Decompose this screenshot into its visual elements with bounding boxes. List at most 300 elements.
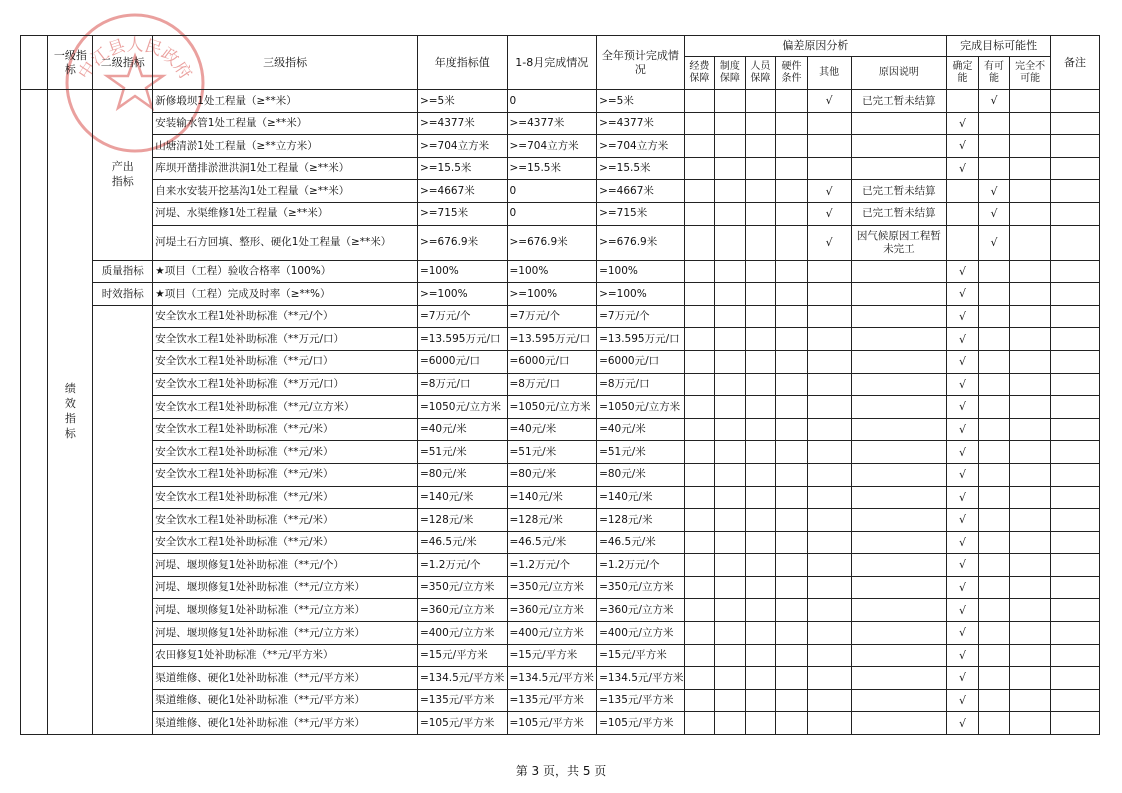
forecast-value: =51元/米 xyxy=(597,441,685,464)
personnel-cell xyxy=(745,712,776,735)
remark-cell xyxy=(1051,305,1100,328)
reason-text xyxy=(851,576,947,599)
impossible-check xyxy=(1010,305,1051,328)
impossible-check xyxy=(1010,576,1051,599)
certain-check: √ xyxy=(947,418,979,441)
jan-aug-value: 0 xyxy=(507,90,597,113)
personnel-cell xyxy=(745,644,776,667)
impossible-check xyxy=(1010,599,1051,622)
indicator-name: 安全饮水工程1处补助标准（**万元/口） xyxy=(153,373,418,396)
system-cell xyxy=(715,396,746,419)
jan-aug-value: =1.2万元/个 xyxy=(507,554,597,577)
forecast-value: >=5米 xyxy=(597,90,685,113)
forecast-value: =13.595万元/口 xyxy=(597,328,685,351)
hardware-cell xyxy=(776,135,808,158)
table-row xyxy=(21,112,1100,135)
table-row xyxy=(21,509,1100,532)
remark-cell xyxy=(1051,509,1100,532)
remark-cell xyxy=(1051,135,1100,158)
jan-aug-value: =46.5元/米 xyxy=(507,531,597,554)
certain-check xyxy=(947,180,979,203)
annual-value: =140元/米 xyxy=(417,486,507,509)
certain-check: √ xyxy=(947,260,979,283)
header-possibility: 完成目标可能性 xyxy=(947,36,1051,57)
system-cell xyxy=(715,531,746,554)
jan-aug-value: =140元/米 xyxy=(507,486,597,509)
forecast-value: =6000元/口 xyxy=(597,350,685,373)
jan-aug-value: >=4377米 xyxy=(507,112,597,135)
system-cell xyxy=(715,554,746,577)
annual-value: >=715米 xyxy=(417,202,507,225)
remark-cell xyxy=(1051,576,1100,599)
possible-check xyxy=(978,112,1010,135)
reason-text xyxy=(851,112,947,135)
funding-cell xyxy=(684,202,715,225)
system-cell xyxy=(715,202,746,225)
reason-text xyxy=(851,396,947,419)
impossible-check xyxy=(1010,350,1051,373)
system-cell xyxy=(715,373,746,396)
personnel-cell xyxy=(745,180,776,203)
hardware-cell xyxy=(776,373,808,396)
impossible-check xyxy=(1010,202,1051,225)
certain-check: √ xyxy=(947,531,979,554)
impossible-check xyxy=(1010,667,1051,690)
reason-text xyxy=(851,689,947,712)
possible-check xyxy=(978,350,1010,373)
annual-value: =7万元/个 xyxy=(417,305,507,328)
funding-cell xyxy=(684,622,715,645)
hardware-cell xyxy=(776,441,808,464)
personnel-cell xyxy=(745,509,776,532)
hardware-cell xyxy=(776,509,808,532)
hardware-cell xyxy=(776,350,808,373)
remark-cell xyxy=(1051,644,1100,667)
forecast-value: =40元/米 xyxy=(597,418,685,441)
reason-text xyxy=(851,260,947,283)
possible-check xyxy=(978,509,1010,532)
impossible-check xyxy=(1010,622,1051,645)
table-row xyxy=(21,135,1100,158)
hardware-cell xyxy=(776,667,808,690)
personnel-cell xyxy=(745,463,776,486)
impossible-check xyxy=(1010,112,1051,135)
annual-value: =135元/平方米 xyxy=(417,689,507,712)
personnel-cell xyxy=(745,373,776,396)
other-check xyxy=(807,576,851,599)
funding-cell xyxy=(684,599,715,622)
reason-text xyxy=(851,305,947,328)
remark-cell xyxy=(1051,689,1100,712)
reason-text xyxy=(851,554,947,577)
header-funding: 经费保障 xyxy=(684,57,715,90)
impossible-check xyxy=(1010,90,1051,113)
possible-check xyxy=(978,441,1010,464)
jan-aug-value: =360元/立方米 xyxy=(507,599,597,622)
impossible-check xyxy=(1010,260,1051,283)
funding-cell xyxy=(684,260,715,283)
possible-check: √ xyxy=(978,180,1010,203)
other-check: √ xyxy=(807,180,851,203)
forecast-value: =1.2万元/个 xyxy=(597,554,685,577)
system-cell xyxy=(715,350,746,373)
possible-check xyxy=(978,644,1010,667)
annual-value: =134.5元/平方米 xyxy=(417,667,507,690)
certain-check xyxy=(947,90,979,113)
table-row xyxy=(21,576,1100,599)
remark-cell xyxy=(1051,667,1100,690)
indicator-name: 渠道维修、硬化1处补助标准（**元/平方米） xyxy=(153,712,418,735)
header-possible: 有可能 xyxy=(978,57,1010,90)
reason-text xyxy=(851,157,947,180)
annual-value: =80元/米 xyxy=(417,463,507,486)
forecast-value: =134.5元/平方米 xyxy=(597,667,685,690)
system-cell xyxy=(715,260,746,283)
forecast-value: =360元/立方米 xyxy=(597,599,685,622)
forecast-value: =128元/米 xyxy=(597,509,685,532)
hardware-cell xyxy=(776,576,808,599)
possible-check xyxy=(978,689,1010,712)
indicator-name: 河堤、水渠维修1处工程量（≥**米） xyxy=(153,202,418,225)
other-check xyxy=(807,328,851,351)
annual-value: =13.595万元/口 xyxy=(417,328,507,351)
system-cell xyxy=(715,599,746,622)
table-row xyxy=(21,90,1100,113)
possible-check xyxy=(978,622,1010,645)
impossible-check xyxy=(1010,463,1051,486)
annual-value: =40元/米 xyxy=(417,418,507,441)
other-check xyxy=(807,396,851,419)
table-row xyxy=(21,180,1100,203)
annual-value: =128元/米 xyxy=(417,509,507,532)
remark-cell xyxy=(1051,260,1100,283)
funding-cell xyxy=(684,441,715,464)
reason-text: 已完工暂未结算 xyxy=(851,202,947,225)
funding-cell xyxy=(684,531,715,554)
other-check xyxy=(807,486,851,509)
page-footer: 第 3 页，共 5 页 xyxy=(515,764,607,778)
table-row xyxy=(21,486,1100,509)
forecast-value: =8万元/口 xyxy=(597,373,685,396)
personnel-cell xyxy=(745,350,776,373)
remark-cell xyxy=(1051,599,1100,622)
jan-aug-value: =350元/立方米 xyxy=(507,576,597,599)
system-cell xyxy=(715,305,746,328)
header-jan-aug: 1-8月完成情况 xyxy=(507,36,597,90)
jan-aug-value: >=704立方米 xyxy=(507,135,597,158)
personnel-cell xyxy=(745,622,776,645)
level2-timeliness-label: 时效指标 xyxy=(93,283,153,306)
funding-cell xyxy=(684,350,715,373)
indicator-name: 安全饮水工程1处补助标准（**元/米） xyxy=(153,486,418,509)
indicator-name: 河堤土石方回填、整形、硬化1处工程量（≥**米） xyxy=(153,225,418,260)
funding-cell xyxy=(684,667,715,690)
forecast-value: =100% xyxy=(597,260,685,283)
header-system: 制度保障 xyxy=(715,57,746,90)
indicator-name: 河堤、堰坝修复1处补助标准（**元/立方米） xyxy=(153,599,418,622)
funding-cell xyxy=(684,157,715,180)
table-row xyxy=(21,373,1100,396)
reason-text xyxy=(851,418,947,441)
system-cell xyxy=(715,90,746,113)
impossible-check xyxy=(1010,225,1051,260)
personnel-cell xyxy=(745,90,776,113)
remark-cell xyxy=(1051,396,1100,419)
annual-value: >=100% xyxy=(417,283,507,306)
impossible-check xyxy=(1010,509,1051,532)
other-check xyxy=(807,418,851,441)
impossible-check xyxy=(1010,328,1051,351)
forecast-value: >=15.5米 xyxy=(597,157,685,180)
other-check xyxy=(807,373,851,396)
remark-cell xyxy=(1051,463,1100,486)
impossible-check xyxy=(1010,418,1051,441)
impossible-check xyxy=(1010,712,1051,735)
remark-cell xyxy=(1051,441,1100,464)
remark-cell xyxy=(1051,225,1100,260)
reason-text xyxy=(851,712,947,735)
possible-check xyxy=(978,554,1010,577)
header-personnel: 人员保障 xyxy=(745,57,776,90)
remark-cell xyxy=(1051,554,1100,577)
hardware-cell xyxy=(776,202,808,225)
indicator-name: 安全饮水工程1处补助标准（**万元/口） xyxy=(153,328,418,351)
forecast-value: =400元/立方米 xyxy=(597,622,685,645)
reason-text: 因气候原因工程暂未完工 xyxy=(851,225,947,260)
personnel-cell xyxy=(745,260,776,283)
indicator-name: ★项目（工程）完成及时率（≥**%） xyxy=(153,283,418,306)
system-cell xyxy=(715,180,746,203)
jan-aug-value: =100% xyxy=(507,260,597,283)
header-hardware: 硬件条件 xyxy=(776,57,808,90)
certain-check: √ xyxy=(947,689,979,712)
other-check xyxy=(807,712,851,735)
possible-check xyxy=(978,373,1010,396)
forecast-value: >=4667米 xyxy=(597,180,685,203)
funding-cell xyxy=(684,135,715,158)
annual-value: >=4377米 xyxy=(417,112,507,135)
system-cell xyxy=(715,418,746,441)
annual-value: >=704立方米 xyxy=(417,135,507,158)
personnel-cell xyxy=(745,576,776,599)
funding-cell xyxy=(684,418,715,441)
forecast-value: >=676.9米 xyxy=(597,225,685,260)
level1-performance-cell xyxy=(48,90,93,735)
funding-cell xyxy=(684,644,715,667)
reason-text xyxy=(851,509,947,532)
level2-blank-cell xyxy=(93,305,153,734)
other-check xyxy=(807,644,851,667)
certain-check: √ xyxy=(947,486,979,509)
indicator-name: 渠道维修、硬化1处补助标准（**元/平方米） xyxy=(153,689,418,712)
system-cell xyxy=(715,441,746,464)
jan-aug-value: >=100% xyxy=(507,283,597,306)
impossible-check xyxy=(1010,135,1051,158)
other-check xyxy=(807,554,851,577)
remark-cell xyxy=(1051,112,1100,135)
hardware-cell xyxy=(776,712,808,735)
personnel-cell xyxy=(745,328,776,351)
certain-check: √ xyxy=(947,667,979,690)
funding-cell xyxy=(684,463,715,486)
certain-check xyxy=(947,225,979,260)
reason-text xyxy=(851,463,947,486)
hardware-cell xyxy=(776,90,808,113)
possible-check xyxy=(978,667,1010,690)
hardware-cell xyxy=(776,599,808,622)
personnel-cell xyxy=(745,135,776,158)
indicator-name: 河堤、堰坝修复1处补助标准（**元/立方米） xyxy=(153,576,418,599)
performance-indicator-table xyxy=(20,35,1100,735)
indicator-name: 安全饮水工程1处补助标准（**元/口） xyxy=(153,350,418,373)
forecast-value: >=715米 xyxy=(597,202,685,225)
system-cell xyxy=(715,667,746,690)
reason-text: 已完工暂未结算 xyxy=(851,90,947,113)
forecast-value: =15元/平方米 xyxy=(597,644,685,667)
jan-aug-value: =400元/立方米 xyxy=(507,622,597,645)
forecast-value: =7万元/个 xyxy=(597,305,685,328)
table-row xyxy=(21,531,1100,554)
hardware-cell xyxy=(776,225,808,260)
annual-value: =6000元/口 xyxy=(417,350,507,373)
possible-check xyxy=(978,283,1010,306)
indicator-name: 安全饮水工程1处补助标准（**元/个） xyxy=(153,305,418,328)
annual-value: >=15.5米 xyxy=(417,157,507,180)
jan-aug-value: 0 xyxy=(507,202,597,225)
possible-check xyxy=(978,486,1010,509)
certain-check: √ xyxy=(947,463,979,486)
remark-cell xyxy=(1051,283,1100,306)
table-row xyxy=(21,202,1100,225)
hardware-cell xyxy=(776,260,808,283)
remark-cell xyxy=(1051,531,1100,554)
certain-check: √ xyxy=(947,509,979,532)
header-impossible: 完全不可能 xyxy=(1010,57,1051,90)
system-cell xyxy=(715,712,746,735)
level2-quality-label: 质量指标 xyxy=(93,260,153,283)
certain-check: √ xyxy=(947,644,979,667)
jan-aug-value: =1050元/立方米 xyxy=(507,396,597,419)
annual-value: =105元/平方米 xyxy=(417,712,507,735)
forecast-value: =80元/米 xyxy=(597,463,685,486)
funding-cell xyxy=(684,283,715,306)
hardware-cell xyxy=(776,531,808,554)
certain-check: √ xyxy=(947,622,979,645)
indicator-name: 安全饮水工程1处补助标准（**元/米） xyxy=(153,509,418,532)
certain-check xyxy=(947,202,979,225)
annual-value: >=5米 xyxy=(417,90,507,113)
personnel-cell xyxy=(745,157,776,180)
header-annual-target: 年度指标值 xyxy=(417,36,507,90)
remark-cell xyxy=(1051,418,1100,441)
other-check: √ xyxy=(807,225,851,260)
certain-check: √ xyxy=(947,350,979,373)
impossible-check xyxy=(1010,644,1051,667)
remark-cell xyxy=(1051,90,1100,113)
jan-aug-value: =51元/米 xyxy=(507,441,597,464)
table-row xyxy=(21,463,1100,486)
other-check xyxy=(807,112,851,135)
table-row xyxy=(21,644,1100,667)
personnel-cell xyxy=(745,531,776,554)
header-deviation: 偏差原因分析 xyxy=(684,36,947,57)
certain-check: √ xyxy=(947,305,979,328)
system-cell xyxy=(715,576,746,599)
possible-check xyxy=(978,157,1010,180)
possible-check: √ xyxy=(978,202,1010,225)
table-row xyxy=(21,225,1100,260)
personnel-cell xyxy=(745,305,776,328)
hardware-cell xyxy=(776,486,808,509)
annual-value: =100% xyxy=(417,260,507,283)
indicator-name: 渠道维修、硬化1处补助标准（**元/平方米） xyxy=(153,667,418,690)
remark-cell xyxy=(1051,157,1100,180)
header-reason: 原因说明 xyxy=(851,57,947,90)
certain-check: √ xyxy=(947,112,979,135)
margin-cell xyxy=(21,90,48,735)
reason-text xyxy=(851,644,947,667)
impossible-check xyxy=(1010,689,1051,712)
impossible-check xyxy=(1010,283,1051,306)
jan-aug-value: =134.5元/平方米 xyxy=(507,667,597,690)
personnel-cell xyxy=(745,554,776,577)
jan-aug-value: =15元/平方米 xyxy=(507,644,597,667)
personnel-cell xyxy=(745,689,776,712)
jan-aug-value: =105元/平方米 xyxy=(507,712,597,735)
other-check xyxy=(807,509,851,532)
possible-check xyxy=(978,712,1010,735)
forecast-value: =350元/立方米 xyxy=(597,576,685,599)
remark-cell xyxy=(1051,486,1100,509)
table-row xyxy=(21,260,1100,283)
table-row xyxy=(21,712,1100,735)
other-check xyxy=(807,689,851,712)
system-cell xyxy=(715,644,746,667)
hardware-cell xyxy=(776,328,808,351)
jan-aug-value: =8万元/口 xyxy=(507,373,597,396)
personnel-cell xyxy=(745,283,776,306)
other-check: √ xyxy=(807,202,851,225)
hardware-cell xyxy=(776,180,808,203)
personnel-cell xyxy=(745,486,776,509)
possible-check xyxy=(978,305,1010,328)
header-level2: 二级指标 xyxy=(93,36,153,90)
possible-check xyxy=(978,463,1010,486)
personnel-cell xyxy=(745,599,776,622)
system-cell xyxy=(715,225,746,260)
other-check xyxy=(807,599,851,622)
personnel-cell xyxy=(745,667,776,690)
personnel-cell xyxy=(745,202,776,225)
annual-value: =1.2万元/个 xyxy=(417,554,507,577)
table-row xyxy=(21,667,1100,690)
table-row xyxy=(21,157,1100,180)
impossible-check xyxy=(1010,441,1051,464)
personnel-cell xyxy=(745,441,776,464)
indicator-name: 新修塅坝1处工程量（≥**米） xyxy=(153,90,418,113)
annual-value: =8万元/口 xyxy=(417,373,507,396)
remark-cell xyxy=(1051,373,1100,396)
forecast-value: >=704立方米 xyxy=(597,135,685,158)
funding-cell xyxy=(684,576,715,599)
impossible-check xyxy=(1010,554,1051,577)
personnel-cell xyxy=(745,418,776,441)
reason-text: 已完工暂未结算 xyxy=(851,180,947,203)
hardware-cell xyxy=(776,622,808,645)
forecast-value: >=4377米 xyxy=(597,112,685,135)
funding-cell xyxy=(684,112,715,135)
personnel-cell xyxy=(745,396,776,419)
